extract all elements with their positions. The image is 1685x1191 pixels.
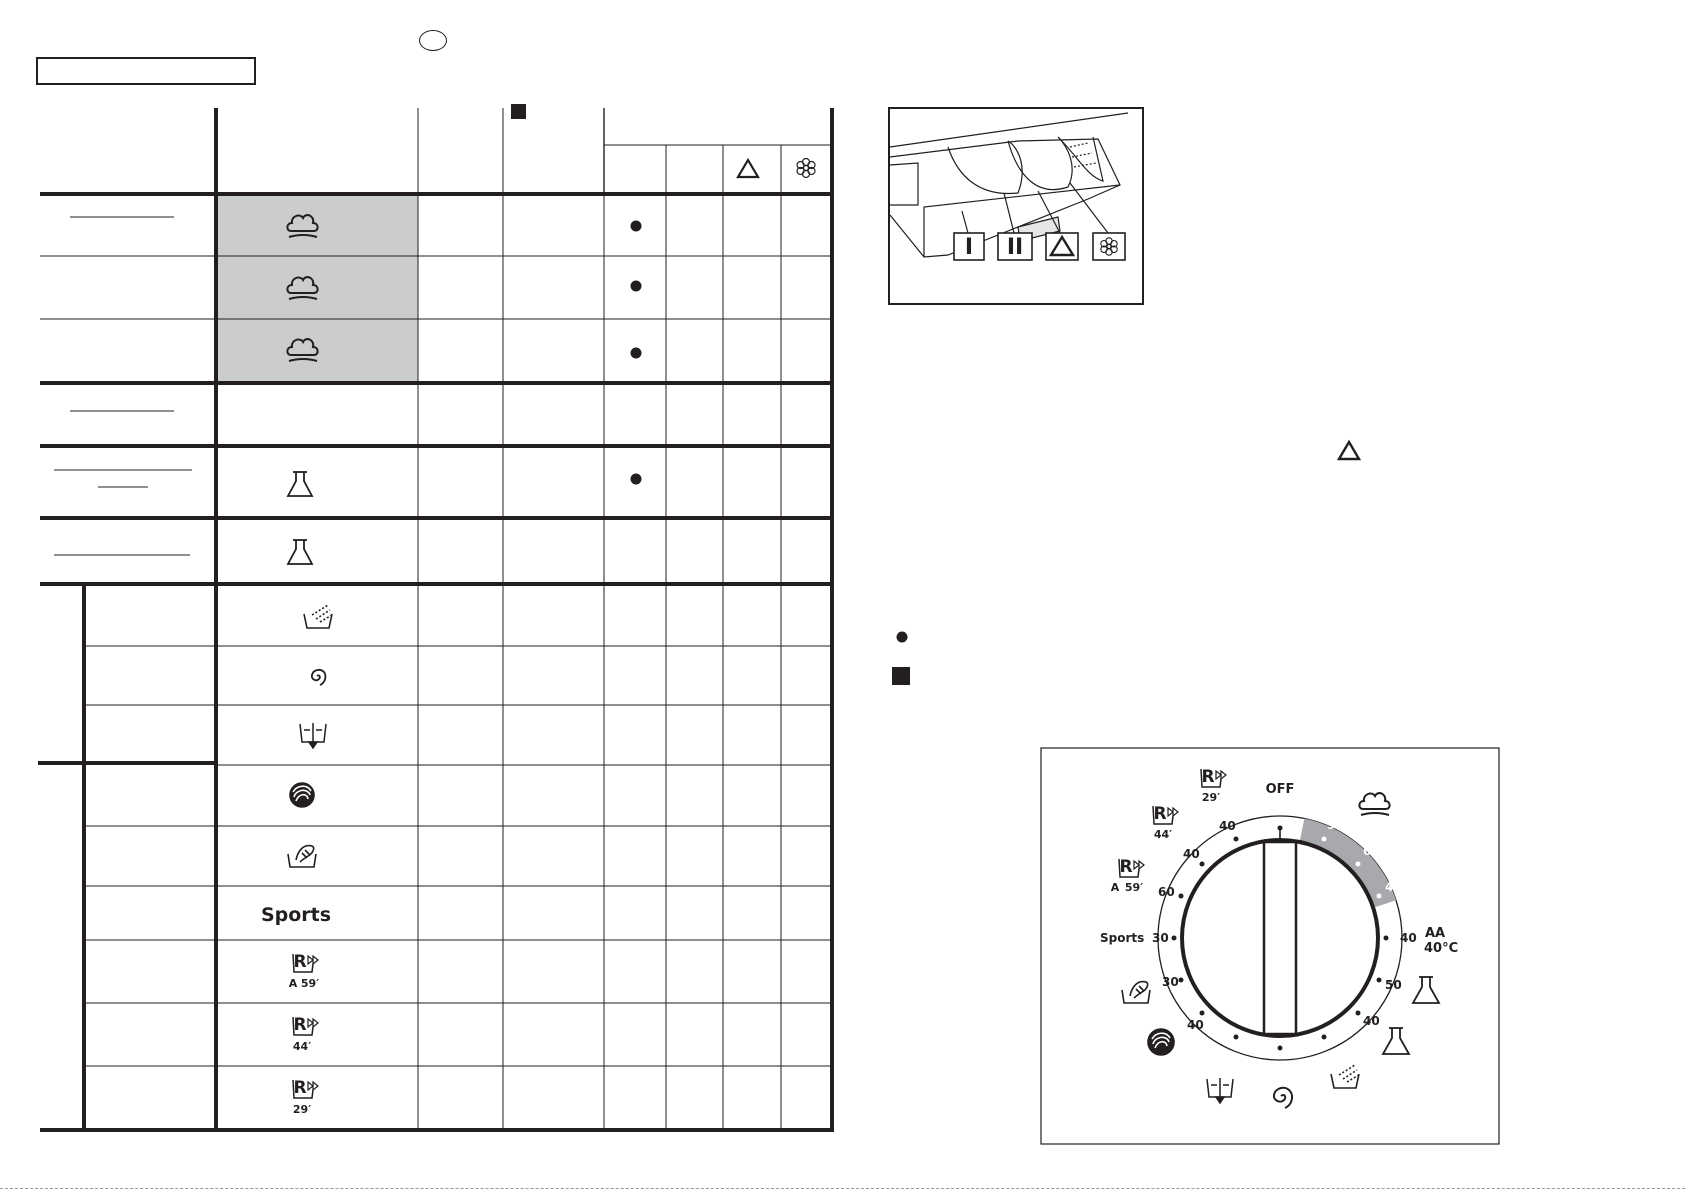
detergent-dot [631, 221, 642, 232]
svg-text:II: II [1006, 235, 1024, 260]
bleach-triangle-icon [1336, 438, 1362, 462]
sports-dial-label: Sports [1100, 931, 1145, 945]
svg-text:30: 30 [1162, 975, 1179, 989]
synthetics-flask-icon [288, 472, 312, 496]
svg-text:59′: 59′ [300, 977, 320, 990]
wool-icon [1148, 1029, 1174, 1055]
programme-table [0, 0, 840, 1140]
svg-text:R: R [1201, 767, 1215, 787]
aa-temp-label: 40°C [1424, 941, 1459, 956]
svg-text:29′: 29′ [1201, 791, 1221, 804]
compartment-softener-label [1093, 233, 1125, 260]
svg-text:40: 40 [1385, 880, 1402, 894]
drain-icon [300, 723, 326, 748]
detergent-dot [631, 281, 642, 292]
svg-text:40: 40 [1400, 931, 1417, 945]
spin-icon [312, 670, 326, 685]
rapid-44-icon [293, 1015, 318, 1053]
detergent-drawer-illustration [888, 107, 1144, 305]
svg-text:40: 40 [1187, 1018, 1204, 1032]
svg-text:R: R [293, 952, 307, 972]
svg-text:59′: 59′ [1124, 881, 1144, 894]
bleach-triangle-icon [738, 160, 758, 177]
detergent-dot [631, 474, 642, 485]
off-label: OFF [1265, 782, 1295, 797]
hand-wash-icon [288, 846, 316, 867]
rapid-59-icon [289, 952, 319, 990]
svg-text:30: 30 [1152, 931, 1169, 945]
svg-text:60: 60 [1363, 844, 1380, 858]
svg-text:44′: 44′ [1153, 828, 1173, 841]
svg-text:R: R [1119, 857, 1133, 877]
svg-text:A: A [288, 977, 298, 990]
svg-text:A: A [1110, 881, 1120, 894]
wool-icon [290, 783, 314, 807]
svg-text:R: R [293, 1078, 307, 1098]
svg-text:R: R [1153, 804, 1167, 824]
detergent-dot [631, 348, 642, 359]
rapid-29-icon [293, 1078, 318, 1116]
aa-label: AA [1425, 926, 1446, 941]
synthetics-flask-icon [288, 540, 312, 564]
svg-text:I: I [964, 235, 974, 260]
legend-square-icon [891, 666, 911, 686]
svg-text:R: R [293, 1015, 307, 1035]
svg-text:40: 40 [1219, 819, 1236, 833]
prewash-square-icon [511, 104, 526, 119]
svg-text:90: 90 [1327, 818, 1344, 832]
svg-text:44′: 44′ [292, 1040, 312, 1053]
sports-label: Sports [260, 904, 332, 926]
svg-text:40: 40 [1183, 847, 1200, 861]
rinse-icon [304, 605, 332, 628]
svg-text:60: 60 [1158, 885, 1175, 899]
page-bottom-rule [0, 1188, 1685, 1189]
knob-grip[interactable] [1264, 842, 1296, 1034]
programme-dial-illustration [1040, 747, 1500, 1145]
svg-text:40: 40 [1363, 1014, 1380, 1028]
softener-flower-icon [797, 159, 815, 178]
svg-text:50: 50 [1385, 978, 1402, 992]
svg-text:29′: 29′ [292, 1103, 312, 1116]
legend-dot-icon [895, 630, 909, 644]
